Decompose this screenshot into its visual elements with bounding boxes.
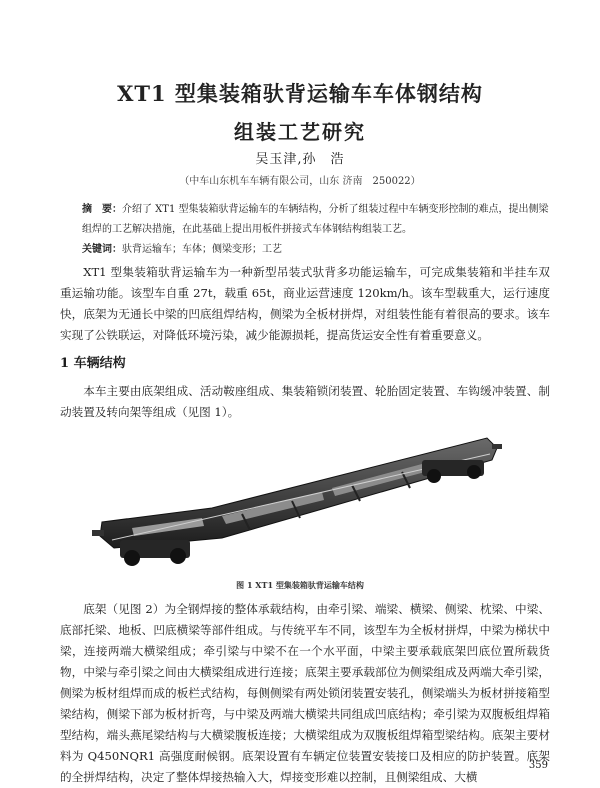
affiliation: （中车山东机车车辆有限公司，山东 济南 250022）: [179, 176, 421, 187]
abstract-label: 摘 要：: [82, 204, 122, 215]
abstract: [82, 200, 552, 240]
railcar-figure: [92, 430, 502, 570]
abstract-text: 介绍了 XT1 型集装箱驮背运输车的车辆结构，分析了组装过程中车辆变形控制的难点，提出侧梁组焊的工艺解决措施，在此基础上提出用板件拼接式车体钢结构组装工艺。: [82, 204, 549, 235]
paper-title-line2: 组装工艺研究: [234, 120, 366, 144]
figure-caption: 图 1 XT1 型集装箱驮背运输车结构: [236, 580, 364, 590]
keywords: [82, 240, 552, 260]
railcar-illustration: [92, 430, 502, 570]
page-number: 359: [528, 760, 548, 771]
section-paragraph: 本车主要由底架组成、活动鞍座组成、集装箱锁闭装置、轮胎固定装置、车钩缓冲装置、制动装置及转向架等组成（见图 1）。: [60, 384, 550, 419]
body-paragraph: 底架（见图 2）为全钢焊接的整体承载结构，由牵引梁、端梁、横梁、侧梁、枕梁、中梁、底部托梁、地板、凹底横梁等部件组成。与传统平车不同，该型车为全板材拼焊，中梁为梯状中梁，连接两端大横梁组成；牵引梁与中梁不在一个水平面，中梁主要承载底架凹底位置所载货物，中梁与牵引梁之间由大横梁组成进行连接；底架主要承载部位为侧梁组成及两端大牵引梁，侧梁为板材组焊而成的板栏式结构，每侧侧梁有两处锁闭装置安装孔，侧梁端头为板材拼接箱型梁结构，侧梁下部为板材折弯，与中梁及两端大横梁共同组成凹底结构；牵引梁为双腹板组焊箱型结构，端头燕尾梁结构与大横梁腹板连接；大横梁组成为双腹板组焊箱型梁结构。底架主要材料为 Q450NQR1 高强度耐候钢。底架设置有车辆定位装置安装接口及相应的防护装置。底架的全拼焊结构，决定了整体焊接热输入大，焊接变形难以控制，且侧梁组成、大横: [60, 602, 550, 784]
paper-title-line1: XT1 型集装箱驮背运输车车体钢结构: [117, 81, 483, 106]
section-heading: 1 车辆结构: [60, 356, 126, 371]
authors: 吴玉津,孙 浩: [255, 152, 345, 167]
keywords-label: 关键词：: [82, 244, 122, 255]
keywords-text: 驮背运输车；车体；侧梁变形；工艺: [122, 244, 282, 255]
intro-paragraph: XT1 型集装箱驮背运输车为一种新型吊装式驮背多功能运输车，可完成集装箱和半挂车双重运输功能。该型车自重 27t，载重 65t，商业运营速度 120km/h。该车型载重大，运行速度快，底架为无通长中梁的凹底组焊结构，侧梁为全板材拼焊，对组装性能有着很高的要求。该车实现了公铁联运，对降低环境污染，减少能源损耗，提高货运安全性有着重要意义。: [60, 265, 550, 342]
